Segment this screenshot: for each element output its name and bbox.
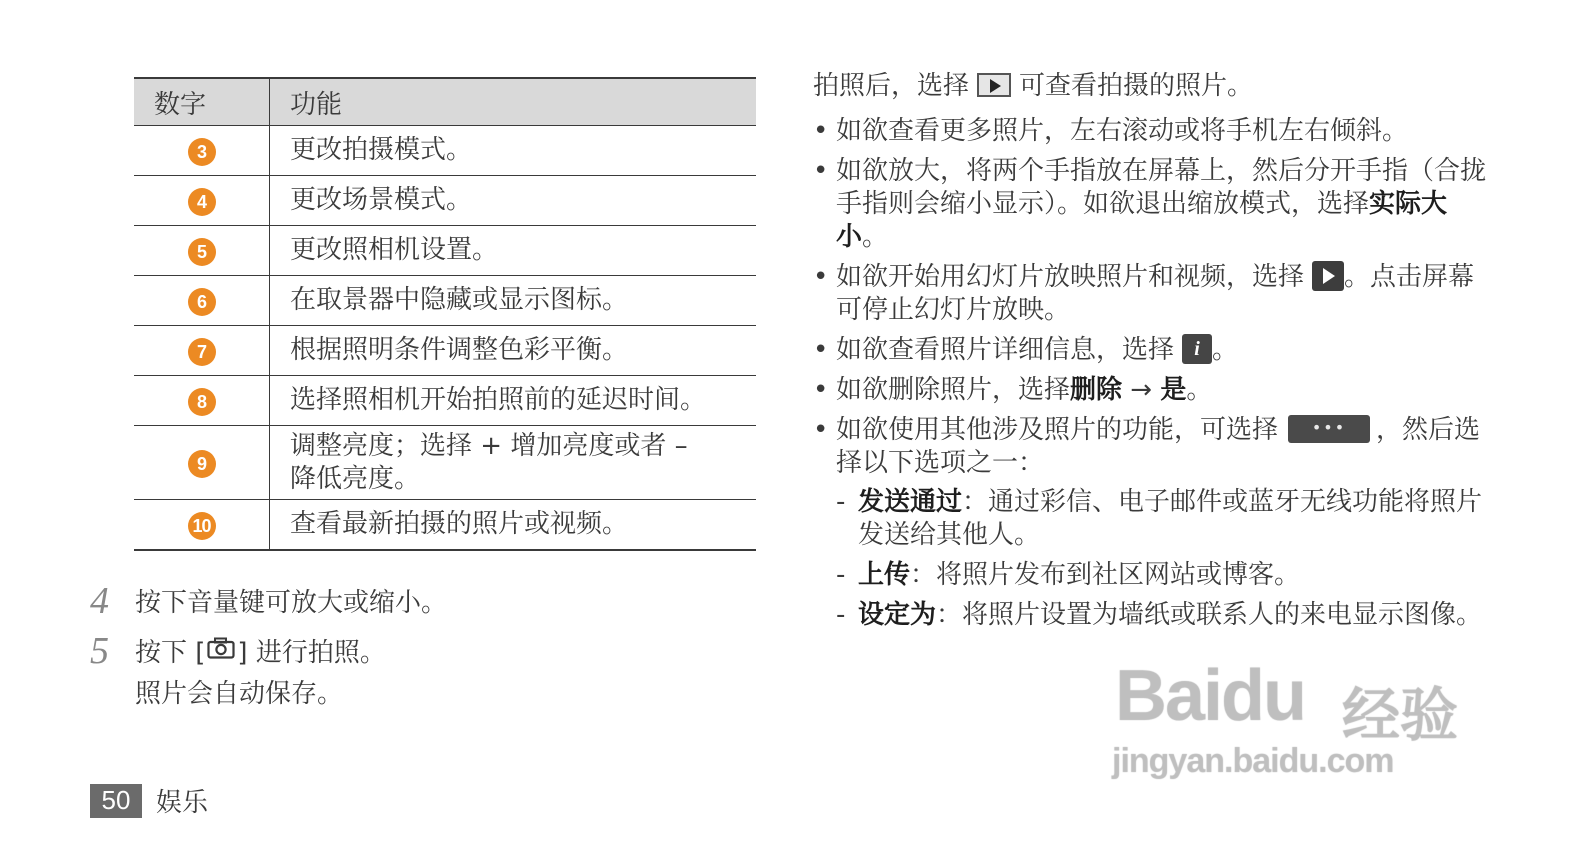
- camera-icon: [207, 631, 235, 671]
- intro-line: [813, 70, 1493, 103]
- table-row: [134, 226, 756, 276]
- actual-size-label: 实际大小: [836, 189, 1448, 252]
- section-title: 娱乐: [156, 788, 209, 818]
- step-text: 按下音量键可放大或缩小。: [135, 588, 448, 618]
- number-badge: 6: [188, 288, 216, 316]
- sub-item-send-via: - 发送通过：通过彩信、电子邮件或蓝牙无线功能将照片发送给其他人。: [836, 486, 1493, 552]
- number-badge: 5: [188, 238, 216, 266]
- sub-list: [836, 486, 1493, 632]
- table-row: [134, 500, 756, 551]
- info-icon: i: [1182, 334, 1212, 364]
- table-row: [134, 276, 756, 326]
- list-item: • 如欲使用其他涉及照片的功能，可选择 ••• ，然后选择以下选项之一： - 发送通过：通过彩信、电子邮件或蓝牙无线功能将照片发送给其他人。 - 上传：将照片发布到社区网站或博客。 - 设定为：将照片设置为墙纸或联系人的来电显示图像。: [813, 414, 1493, 632]
- header-function: 功能: [270, 78, 757, 126]
- list-item: • 如欲查看更多照片，左右滚动或将手机左右倾斜。: [813, 115, 1493, 148]
- table-header-row: [134, 78, 756, 126]
- bullet-list: [813, 115, 1493, 632]
- table-row: [134, 426, 756, 500]
- step-note: 照片会自动保存。: [135, 678, 344, 709]
- row-description: 调整亮度；选择 + 增加亮度或者 – 降低亮度。: [270, 426, 757, 500]
- page-footer: [90, 782, 208, 819]
- number-badge: 10: [188, 512, 216, 540]
- table-row: [134, 176, 756, 226]
- number-badge: 7: [188, 338, 216, 366]
- slideshow-play-icon: [1312, 261, 1344, 291]
- table-row: [134, 126, 756, 176]
- baidu-watermark: [1110, 620, 1480, 790]
- number-badge: 4: [188, 188, 216, 216]
- row-description: 更改照相机设置。: [270, 226, 757, 276]
- number-badge: 3: [188, 138, 216, 166]
- sub-item-set-as: - 设定为：将照片设置为墙纸或联系人的来电显示图像。: [836, 599, 1493, 632]
- watermark-brand: Baidu: [1115, 656, 1306, 736]
- step-number: 4: [90, 580, 109, 622]
- row-description: 根据照明条件调整色彩平衡。: [270, 326, 757, 376]
- step-number: 5: [90, 630, 109, 672]
- list-item: • 如欲删除照片，选择删除 → 是。: [813, 374, 1493, 407]
- sub-item-upload: - 上传：将照片发布到社区网站或博客。: [836, 559, 1493, 592]
- table-row: [134, 376, 756, 426]
- table-row: [134, 326, 756, 376]
- page-number: 50: [90, 784, 142, 818]
- row-description: 查看最新拍摄的照片或视频。: [270, 500, 757, 551]
- list-item: • 如欲开始用幻灯片放映照片和视频，选择 。点击屏幕可停止幻灯片放映。: [813, 261, 1493, 327]
- watermark-url: jingyan.baidu.com: [1112, 742, 1394, 780]
- play-icon: [977, 73, 1011, 97]
- row-description: 更改拍摄模式。: [270, 126, 757, 176]
- list-item: • 如欲放大，将两个手指放在屏幕上，然后分开手指（合拢手指则会缩小显示）。如欲退出缩放模式，选择实际大小。: [813, 155, 1493, 254]
- watermark-cn: 经验: [1342, 683, 1459, 748]
- delete-label: 删除: [1070, 375, 1123, 405]
- intro-text: 拍照后，选择: [813, 71, 970, 101]
- yes-label: 是: [1160, 375, 1187, 405]
- number-badge: 8: [188, 388, 216, 416]
- step-text-after: ] 进行拍照。: [237, 638, 386, 668]
- intro-text-end: 可查看拍摄的照片。: [1019, 71, 1254, 101]
- number-badge: 9: [188, 450, 216, 478]
- header-number: 数字: [134, 78, 270, 126]
- step-text-before: 按下 [: [135, 638, 206, 668]
- more-options-icon: •••: [1288, 415, 1370, 443]
- row-description: 更改场景模式。: [270, 176, 757, 226]
- list-item: • 如欲查看照片详细信息，选择 i 。: [813, 334, 1493, 367]
- right-column: [813, 70, 1493, 639]
- function-table: [134, 77, 756, 551]
- row-description: 在取景器中隐藏或显示图标。: [270, 276, 757, 326]
- row-description: 选择照相机开始拍照前的延迟时间。: [270, 376, 757, 426]
